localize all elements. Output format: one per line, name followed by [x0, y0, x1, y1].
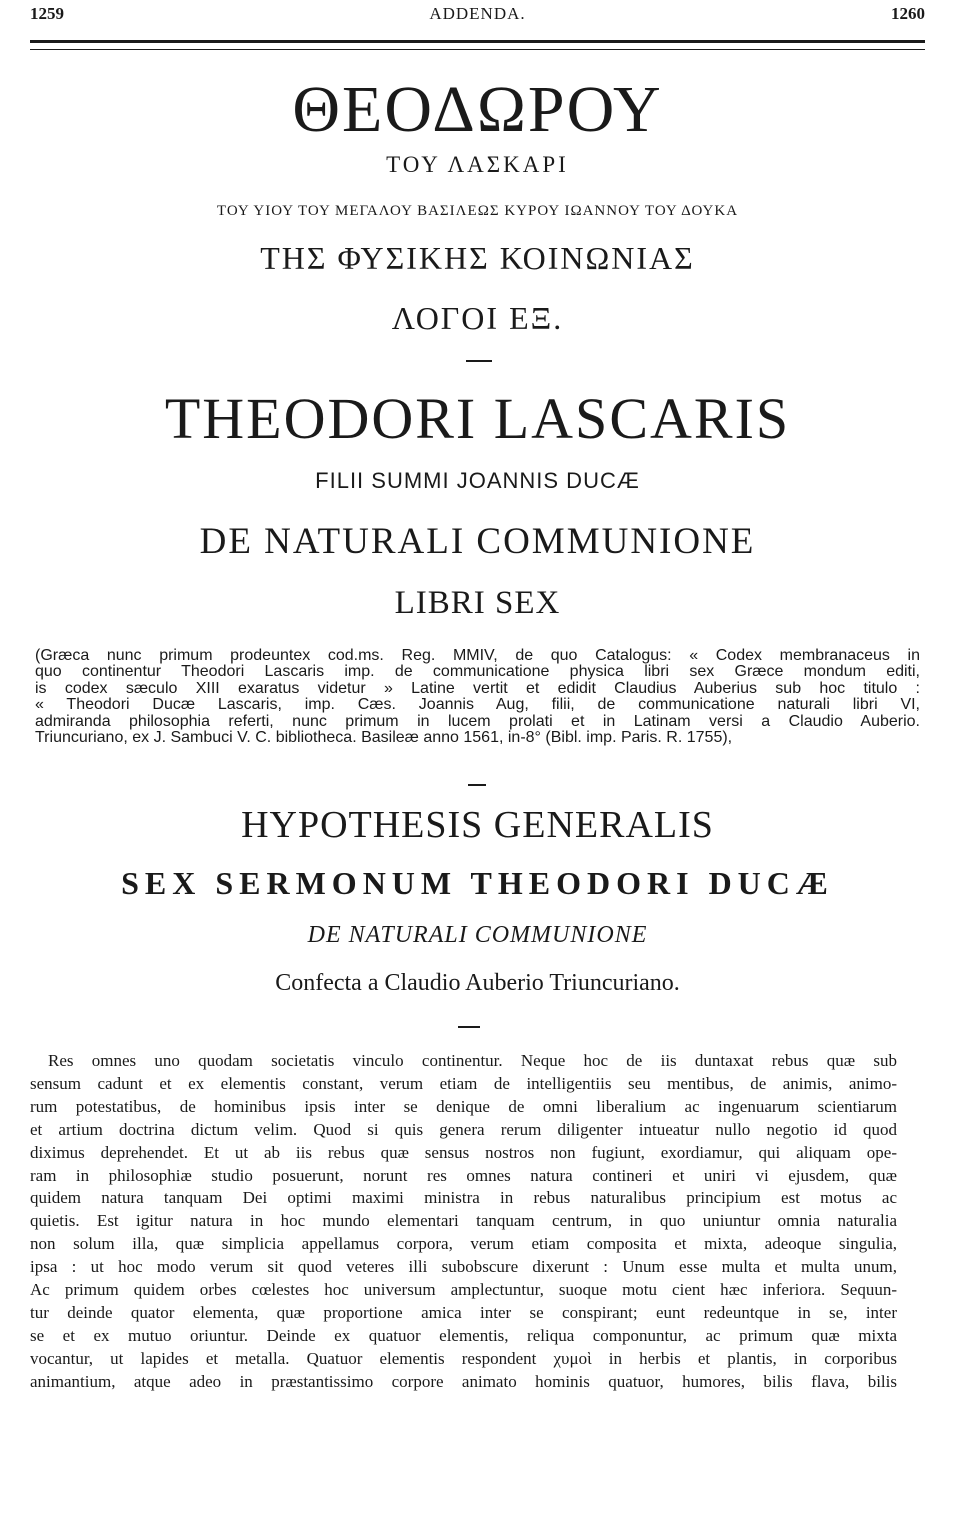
page-number-right: 1260: [891, 4, 925, 23]
body-line: animantium, atque adeo in præstantissimo corpore animato hominis quatuor, humores, bilis flava, bilis: [30, 1371, 897, 1391]
greek-title: ΘΕΟΔΩΡΟΥ: [292, 73, 663, 146]
greek-subtitle-1: ΤΟΥ ΛΑΣΚΑΡΙ: [386, 152, 569, 177]
hypothesis-subtitle-2: DE NATURALI COMMUNIONE: [307, 922, 648, 948]
separator-dash: [458, 1026, 480, 1028]
body-line: non solum illa, quæ simplicia appellamus corpora, verum etiam composita et mixta, adeoque singulia,: [30, 1234, 897, 1254]
body-line: rum potestatibus, de hominibus ipsis inter se denique de omni liberalium ac ingenuarum scientiarum: [30, 1096, 897, 1116]
latin-title: THEODORI LASCARIS: [164, 386, 791, 451]
separator-dash: [466, 360, 492, 362]
latin-subtitle-3: LIBRI SEX: [394, 585, 561, 621]
body-line: ram in philosophiæ studio posuerunt, norunt res omnes natura contineri et uniri vi ejusdem, quæ: [30, 1165, 897, 1185]
header-rule: [30, 40, 925, 50]
bibliographic-note: [35, 648, 920, 746]
greek-subtitle-3: ΤΗΣ ΦΥΣΙΚΗΣ ΚΟΙΝΩΝΙΑΣ: [260, 240, 695, 276]
hypothesis-subtitle: SEX SERMONUM THEODORI DUCÆ: [121, 865, 834, 901]
body-line: sensum cadunt et ex elementis constant, verum etiam de intelligentiis seu mentibus, de animis, animo-: [30, 1073, 897, 1093]
hypothesis-byline: Confecta a Claudio Auberio Triuncuriano.: [275, 970, 680, 996]
separator-dash: [468, 784, 486, 786]
note-line: is codex sæculo XIII exaratus videtur » Latine vertit et edidit Claudius Auberius sub hoc titulo :: [35, 679, 920, 697]
greek-subtitle-2: ΤΟΥ ΥΙΟΥ ΤΟΥ ΜΕΓΑΛΟΥ ΒΑΣΙΛΕΩΣ ΚΥΡΟΥ ΙΩΑΝΝΟΥ ΤΟΥ ΔΟΥΚΑ: [216, 203, 739, 219]
body-text: [30, 1050, 897, 1394]
latin-subtitle-1: FILII SUMMI JOANNIS DUCÆ: [315, 468, 640, 493]
note-line: admiranda philosophia referti, nunc primum in lucem prolati et in Latinam versi a Claudio Auberio.: [35, 712, 920, 730]
greek-subtitle-4: ΛΟΓΟΙ ΕΞ.: [391, 300, 564, 336]
body-line: ipsa : ut hoc modo verum sit quod veteres illi subobscure dixerunt : Unum esse multa et multa unum,: [30, 1257, 897, 1277]
note-line: Triuncuriano, ex J. Sambuci V. C. bibliotheca. Basileæ anno 1561, in-8° (Bibl. imp. Paris. R. 1755),: [35, 729, 733, 747]
body-line: se et ex mutuo oriuntur. Deinde ex quatuor elementis, reliqua componuntur, ac primum quæ mixta: [30, 1325, 897, 1345]
body-line: diximus deprehendet. Et ut ab iis rebus quæ sensus nostros non fugiunt, exordiamur, qui aliquam ope-: [30, 1142, 897, 1162]
note-line: quo continentur Theodori Lascaris imp. de communicatione physica libri sex Græce mondum editi,: [35, 663, 920, 681]
body-line: et artium doctrina dictum velim. Quod si quis genera rerum diligenter intueatur nullo negotio id quod: [30, 1119, 897, 1139]
body-line: quietis. Est igitur natura in hoc mundo elementari tanquam centrum, in quo uniuntur omnia naturalia: [30, 1211, 897, 1231]
body-line: vocantur, ut lapides et metalla. Quatuor elementis respondent χυμοὶ in herbis et plantis, in corporibus: [30, 1348, 897, 1368]
hypothesis-title: HYPOTHESIS GENERALIS: [241, 804, 714, 846]
latin-subtitle-2: DE NATURALI COMMUNIONE: [199, 521, 756, 562]
body-line: tur deinde quator elementa, quæ proportione amica inter se conspirant; eunt redeuntque in se, inter: [30, 1302, 897, 1322]
running-title: ADDENDA.: [429, 4, 526, 23]
note-line: « Theodori Ducæ Lascaris, imp. Cæs. Joannis Aug, filii, de communicatione naturali libri VI,: [35, 696, 920, 714]
note-line: (Græca nunc primum prodeuntex cod.ms. Reg. MMIV, de quo Catalogus: « Codex membranaceus in: [35, 647, 920, 664]
body-line: Ac primum quidem orbes cœlestes hoc universum amplectuntur, suoque motu cient hæc inferiora. Sequun-: [30, 1280, 897, 1300]
body-line: Res omnes uno quodam societatis vinculo continentur. Neque hoc de iis duntaxat rebus quæ sub: [48, 1051, 897, 1070]
running-header: [30, 4, 925, 26]
body-line: quidem natura tanquam Dei optimi maximi ministra in rebus naturalibus principium est motus ac: [30, 1188, 897, 1208]
page-number-left: 1259: [30, 4, 64, 23]
